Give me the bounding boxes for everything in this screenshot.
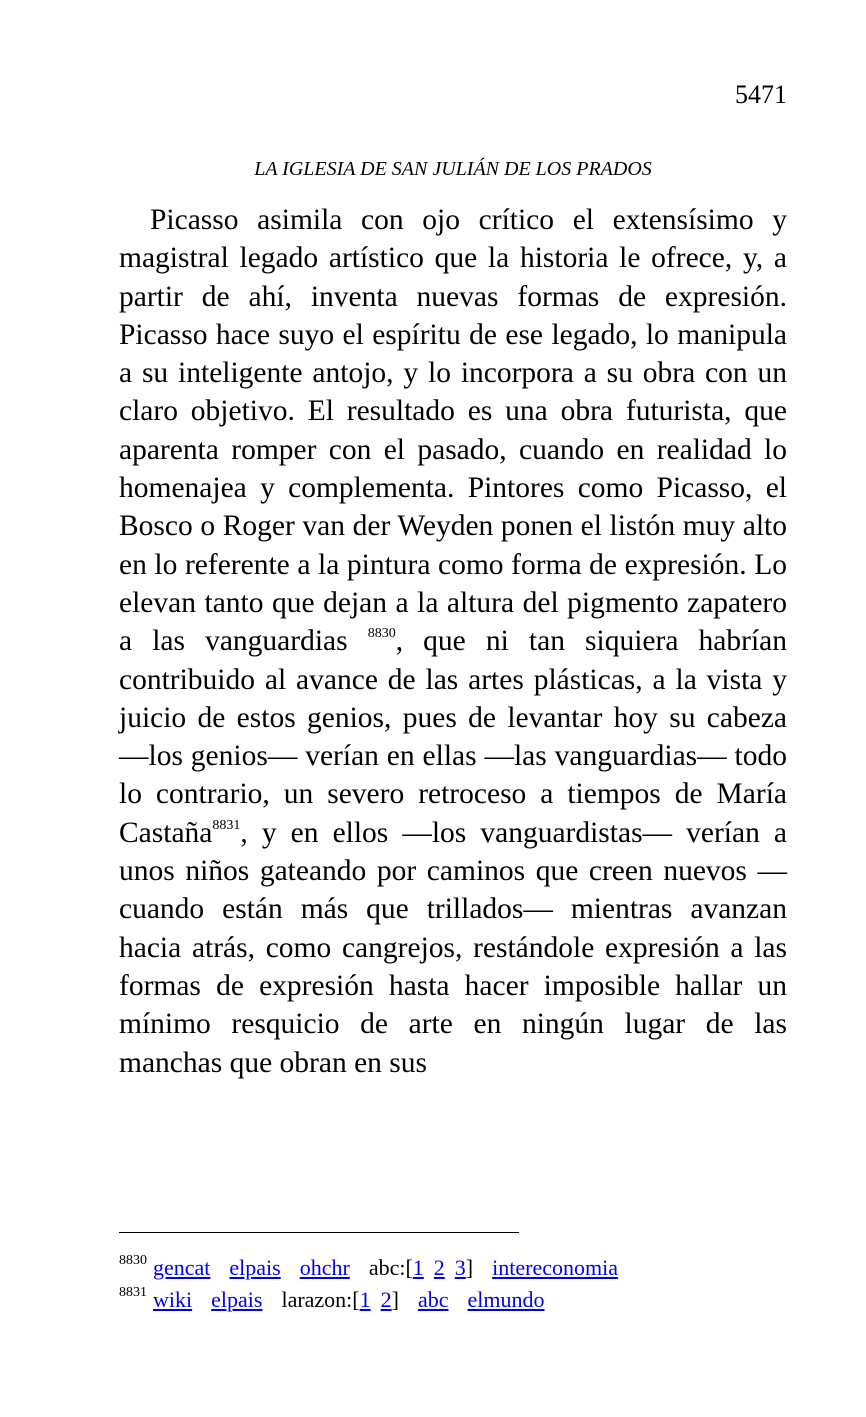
body-text-segment: , y en ellos —los vanguardistas— verían a unos niños gateando por caminos que creen nuevos —cuando están más que trillados— mientras avanzan hacia atrás, como cangrejos, restándole expresión a las formas de expresión hasta hacer imposible hallar un mínimo resquicio de arte en ningún lugar de las manchas que obran en sus (119, 816, 787, 1079)
footnote-divider (119, 1232, 519, 1233)
footnote-number: 8831 (119, 1285, 147, 1300)
link-abc-1[interactable]: 1 (412, 1255, 424, 1280)
link-larazon-1[interactable]: 1 (359, 1287, 371, 1312)
larazon-close: ] (391, 1287, 399, 1312)
body-text-segment: , que ni tan siquiera habrían contribuido al avance de las artes plásticas, a la vista y juicio de estos genios, pues de levantar hoy su cabeza —los genios— verían en ellas —las vanguardias— todo lo contrario, un severo retroceso a tiempos de María Castaña (119, 625, 787, 849)
link-larazon-2[interactable]: 2 (380, 1287, 392, 1312)
page-number: 5471 (735, 80, 787, 109)
link-abc[interactable]: abc (417, 1287, 449, 1312)
abc-close: ] (465, 1255, 474, 1280)
body-paragraph (119, 201, 787, 1082)
footnote-ref-8831[interactable]: 8831 (212, 817, 241, 833)
link-elpais[interactable]: elpais (211, 1287, 263, 1312)
link-wiki[interactable]: wiki (153, 1287, 193, 1312)
running-title: LA IGLESIA DE SAN JULIÁN DE LOS PRADOS (254, 158, 652, 180)
link-gencat[interactable]: gencat (153, 1255, 211, 1280)
footnote-number: 8830 (119, 1253, 147, 1268)
link-abc-3[interactable]: 3 (454, 1255, 466, 1280)
link-intereconomia[interactable]: intereconomia (492, 1255, 618, 1280)
footnote-ref-8830[interactable]: 8830 (367, 626, 396, 642)
abc-label: abc:[ (368, 1255, 413, 1280)
link-ohchr[interactable]: ohchr (299, 1255, 350, 1280)
link-abc-2[interactable]: 2 (433, 1255, 445, 1280)
larazon-label: larazon:[ (281, 1287, 360, 1312)
footnotes (119, 1252, 787, 1316)
link-elpais[interactable]: elpais (229, 1255, 281, 1280)
footnote-8831 (119, 1284, 787, 1316)
footnote-8830 (119, 1252, 787, 1284)
link-elmundo[interactable]: elmundo (467, 1287, 545, 1312)
body-text-segment: Picasso asimila con ojo crítico el extensísimo y magistral legado artístico que la historia le ofrece, y, a partir de ahí, inventa nuevas formas de expresión. Picasso hace suyo el espíritu de ese legado, lo manipula a su inteligente antojo, y lo incorpora a su obra con un claro objetivo. El resultado es una obra futurista, que aparenta romper con el pasado, cuando en realidad lo homenajea y complementa. Pintores como Picasso, el Bosco o Roger van der Weyden ponen el listón muy alto en lo referente a la pintura como forma de expresión. Lo elevan tanto que dejan a la altura del pigmento zapatero a las vanguardias (119, 204, 787, 658)
